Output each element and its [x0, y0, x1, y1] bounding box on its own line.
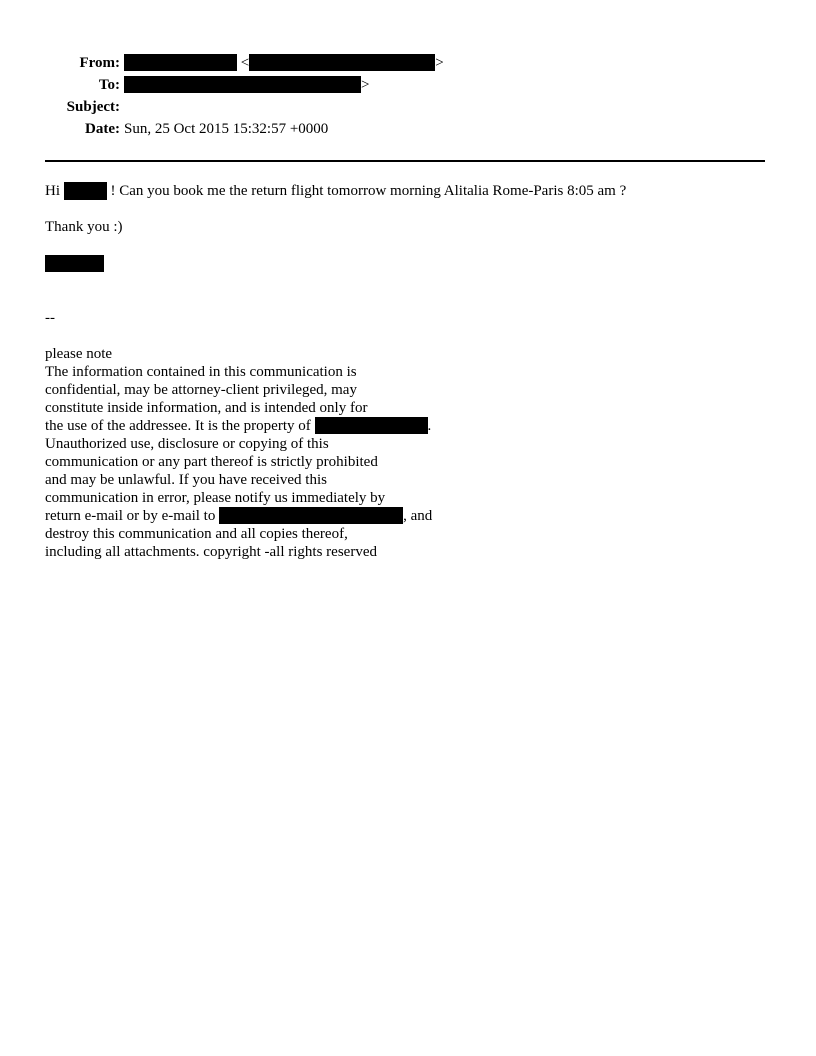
- subject-label: Subject:: [66, 99, 120, 115]
- signature-separator: --: [45, 310, 55, 326]
- disclaimer-line: communication or any part thereof is strictly prohibited: [45, 454, 378, 470]
- header-divider: [45, 160, 765, 162]
- from-row: [0, 52, 816, 74]
- disclaimer-property-text: the use of the addressee. It is the property of: [45, 418, 311, 434]
- disclaimer-email-suffix: , and: [403, 508, 433, 524]
- recipient-name-redaction: [64, 182, 107, 200]
- from-label: From:: [79, 55, 120, 71]
- to-row: [0, 74, 816, 96]
- date-label: Date:: [85, 121, 120, 137]
- from-value: [124, 52, 444, 74]
- signature-name-redaction: [45, 255, 104, 272]
- date-row: [0, 118, 816, 140]
- disclaimer-line: and may be unlawful. If you have received this: [45, 472, 327, 488]
- date-value: Sun, 25 Oct 2015 15:32:57 +0000: [124, 121, 329, 137]
- greeting-prefix: Hi: [45, 183, 60, 199]
- to-recipient-redaction: [124, 76, 361, 93]
- to-value: [124, 74, 369, 96]
- greeting-text: ! Can you book me the return flight tomorrow morning Alitalia Rome-Paris 8:05 am ?: [110, 183, 627, 199]
- contact-email-redaction: [219, 507, 403, 524]
- to-angle-close: >: [361, 77, 370, 93]
- subject-row: [0, 96, 816, 118]
- disclaimer-line: confidential, may be attorney-client privileged, may: [45, 382, 357, 398]
- disclaimer-line: The information contained in this communication is: [45, 364, 357, 380]
- from-email-redaction: [249, 54, 435, 71]
- disclaimer-line: [45, 507, 432, 525]
- from-name-redaction: [124, 54, 237, 71]
- disclaimer-line: communication in error, please notify us immediately by: [45, 490, 386, 506]
- disclaimer-line: Unauthorized use, disclosure or copying of this: [45, 436, 329, 452]
- company-name-redaction: [315, 417, 428, 434]
- legal-disclaimer: [45, 345, 432, 561]
- disclaimer-line: [45, 417, 432, 435]
- to-label: To:: [98, 77, 120, 93]
- disclaimer-line: destroy this communication and all copies thereof,: [45, 526, 348, 542]
- thanks-line: Thank you :): [45, 219, 123, 235]
- disclaimer-line: please note: [45, 346, 113, 362]
- from-angle-open: <: [240, 55, 250, 71]
- disclaimer-line: including all attachments. copyright -all rights reserved: [45, 544, 377, 560]
- email-header: [0, 52, 816, 140]
- greeting-line: [45, 182, 626, 201]
- from-angle-close: >: [435, 55, 444, 71]
- disclaimer-property-period: .: [427, 418, 432, 434]
- disclaimer-line: constitute inside information, and is intended only for: [45, 400, 368, 416]
- disclaimer-email-text: return e-mail or by e-mail to: [45, 508, 216, 524]
